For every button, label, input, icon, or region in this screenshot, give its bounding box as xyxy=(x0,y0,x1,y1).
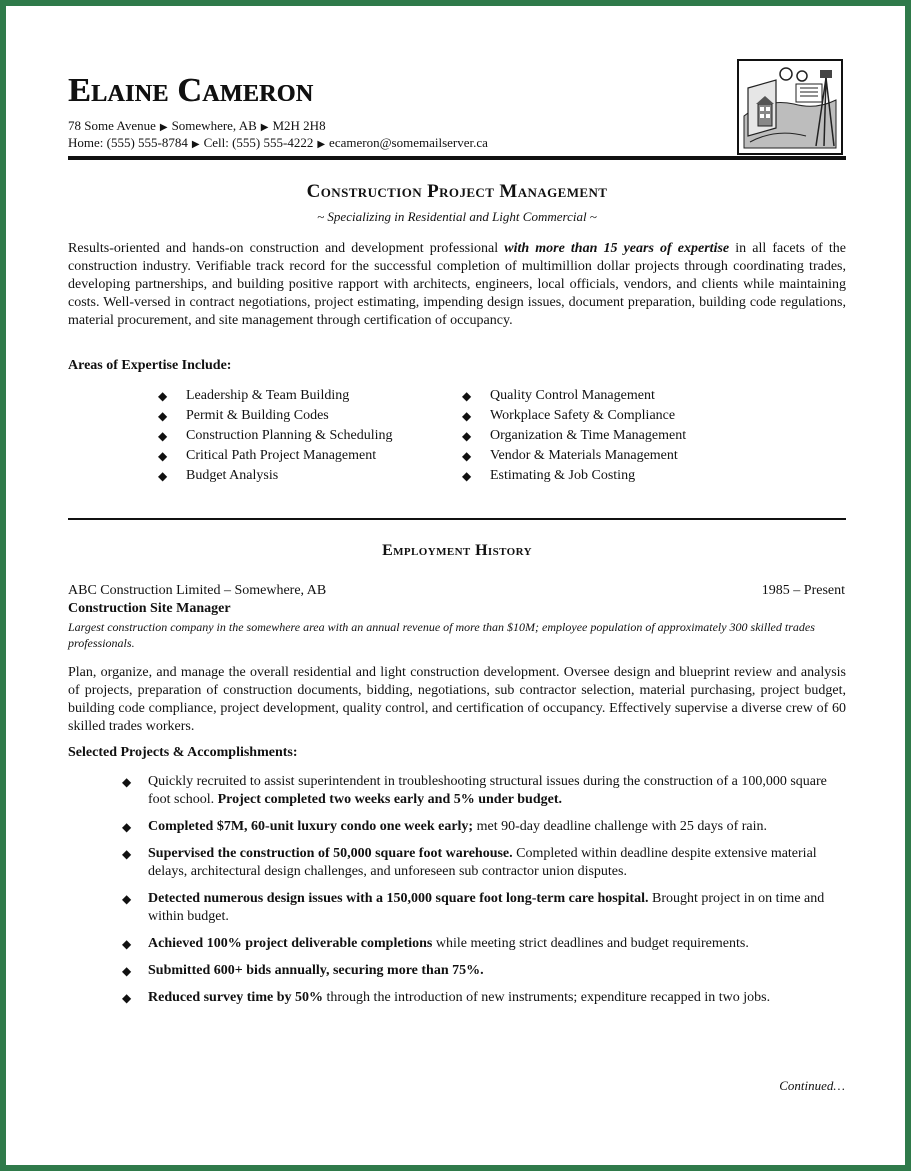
accomplishment-item xyxy=(122,818,846,836)
separator-icon: ▶ xyxy=(191,139,200,150)
expertise-item xyxy=(462,386,686,406)
headline-title: Construction Project Management xyxy=(306,181,608,202)
city-province: Somewhere, AB xyxy=(171,118,257,133)
areas-heading: Areas of Expertise Include: xyxy=(68,358,232,373)
expertise-item xyxy=(462,466,686,486)
expertise-item xyxy=(158,426,393,446)
expertise-item xyxy=(158,446,393,466)
email-link[interactable]: ecameron@somemailserver.ca xyxy=(329,135,488,150)
expertise-item xyxy=(462,426,686,446)
continued-note: Continued… xyxy=(779,1078,845,1093)
expertise-label: Organization & Time Management xyxy=(490,428,687,443)
separator-icon: ▶ xyxy=(159,122,168,133)
diamond-bullet-icon: ◆ xyxy=(462,449,472,463)
expertise-label: Quality Control Management xyxy=(490,388,655,403)
accomplishment-highlight: Achieved 100% project deliverable completions xyxy=(148,936,433,951)
expertise-item xyxy=(158,466,393,486)
address-line xyxy=(68,118,326,134)
employer-name: ABC Construction Limited – Somewhere, AB xyxy=(68,583,327,598)
diamond-bullet-icon: ◆ xyxy=(122,847,132,861)
accomplishment-item xyxy=(122,962,846,980)
expertise-item xyxy=(462,406,686,426)
candidate-name: Elaine Cameron xyxy=(68,72,314,109)
accomplishments-list xyxy=(122,773,846,1016)
diamond-bullet-icon: ◆ xyxy=(158,429,168,443)
accomplishment-highlight: Completed $7M, 60-unit luxury condo one week early; xyxy=(148,819,474,834)
accomplishment-text: through the introduction of new instruments; expenditure recapped in two jobs. xyxy=(323,990,771,1005)
expertise-label: Critical Path Project Management xyxy=(186,448,377,463)
home-phone: Home: (555) 555-8784 xyxy=(68,135,188,150)
expertise-label: Workplace Safety & Compliance xyxy=(490,408,676,423)
accomplishment-item xyxy=(122,935,846,953)
header-divider xyxy=(68,156,846,160)
expertise-label: Leadership & Team Building xyxy=(186,388,350,403)
summary-text: Results-oriented and hands-on construction and development professional xyxy=(68,241,505,256)
summary-emphasis: with more than 15 years of expertise xyxy=(504,241,730,256)
cell-phone: Cell: (555) 555-4222 xyxy=(203,135,314,150)
expertise-item xyxy=(462,446,686,466)
separator-icon: ▶ xyxy=(317,139,326,150)
separator-icon: ▶ xyxy=(260,122,269,133)
professional-summary xyxy=(68,240,846,330)
expertise-label: Construction Planning & Scheduling xyxy=(186,428,393,443)
accomplishment-text: Quickly recruited to assist superintendent in troubleshooting structural issues during the construction of a 100,000 square foot school. xyxy=(148,774,827,807)
expertise-list-left xyxy=(158,386,393,486)
contact-line xyxy=(68,135,488,151)
diamond-bullet-icon: ◆ xyxy=(462,429,472,443)
accomplishment-highlight: Detected numerous design issues with a 150,000 square foot long-term care hospital. xyxy=(148,891,649,906)
company-description: Largest construction company in the somewhere area with an annual revenue of more than $10M; employee population of approximately 300 skilled trades professionals. xyxy=(68,620,815,650)
section-divider xyxy=(68,518,846,520)
diamond-bullet-icon: ◆ xyxy=(158,449,168,463)
projects-heading: Selected Projects & Accomplishments: xyxy=(68,745,298,760)
accomplishment-text: while meeting strict deadlines and budget requirements. xyxy=(432,936,749,951)
diamond-bullet-icon: ◆ xyxy=(158,409,168,423)
diamond-bullet-icon: ◆ xyxy=(122,937,132,951)
diamond-bullet-icon: ◆ xyxy=(122,964,132,978)
diamond-bullet-icon: ◆ xyxy=(462,409,472,423)
accomplishment-highlight: Reduced survey time by 50% xyxy=(148,990,323,1005)
diamond-bullet-icon: ◆ xyxy=(122,775,132,789)
accomplishment-item xyxy=(122,773,846,809)
position-title: Construction Site Manager xyxy=(68,601,231,616)
summary-text: in all facets of the construction industry. Verifiable track record for the successful completion of multimillion dollar projects through coordinating trades, developing partnerships, and building positive rapport with architects, engineers, local officials, vendors, and clients while maintaining costs. Well-versed in contract negotiations, project estimating, impending design issues, document preparation, building code regulations, material procurement, and site management through certification of occupancy. xyxy=(68,241,846,328)
diamond-bullet-icon: ◆ xyxy=(462,389,472,403)
expertise-item xyxy=(158,406,393,426)
headline-subtitle: ~ Specializing in Residential and Light Commercial ~ xyxy=(317,209,597,224)
diamond-bullet-icon: ◆ xyxy=(122,892,132,906)
job-duties: Plan, organize, and manage the overall residential and light construction development. Oversee design and blueprint review and analysis of projects, preparation of construction documents, bidding, negotiations, sub contractor selection, material purchasing, project budget, building code compliance, project development, quality control, and certification of occupancy. Effectively supervise a diverse crew of 60 skilled trades workers. xyxy=(68,665,846,734)
accomplishment-text: Brought project in on time and within budget. xyxy=(148,891,825,924)
accomplishment-highlight: Submitted 600+ bids annually, securing more than 75%. xyxy=(148,963,484,978)
postal-code: M2H 2H8 xyxy=(272,118,326,133)
expertise-label: Estimating & Job Costing xyxy=(490,468,636,483)
diamond-bullet-icon: ◆ xyxy=(158,389,168,403)
employment-dates: 1985 – Present xyxy=(761,583,845,598)
diamond-bullet-icon: ◆ xyxy=(122,820,132,834)
diamond-bullet-icon: ◆ xyxy=(462,469,472,483)
resume-page xyxy=(6,6,905,1165)
expertise-label: Permit & Building Codes xyxy=(186,408,329,423)
diamond-bullet-icon: ◆ xyxy=(158,469,168,483)
diamond-bullet-icon: ◆ xyxy=(122,991,132,1005)
accomplishment-highlight: Supervised the construction of 50,000 square foot warehouse. xyxy=(148,846,513,861)
accomplishment-item xyxy=(122,845,846,881)
accomplishment-text: met 90-day deadline challenge with 25 days of rain. xyxy=(473,819,767,834)
accomplishment-item xyxy=(122,890,846,926)
expertise-label: Vendor & Materials Management xyxy=(490,448,678,463)
expertise-item xyxy=(158,386,393,406)
accomplishment-item xyxy=(122,989,846,1007)
expertise-label: Budget Analysis xyxy=(186,468,279,483)
construction-blueprint-icon xyxy=(736,58,844,156)
accomplishment-text: Completed within deadline despite extensive material delays, architectural design challenges, and unforeseen sub contractor union disputes. xyxy=(148,846,817,879)
employment-section-title: Employment History xyxy=(382,542,532,559)
street-address: 78 Some Avenue xyxy=(68,118,156,133)
accomplishment-highlight: Project completed two weeks early and 5% under budget. xyxy=(217,792,563,807)
expertise-list-right xyxy=(462,386,686,486)
